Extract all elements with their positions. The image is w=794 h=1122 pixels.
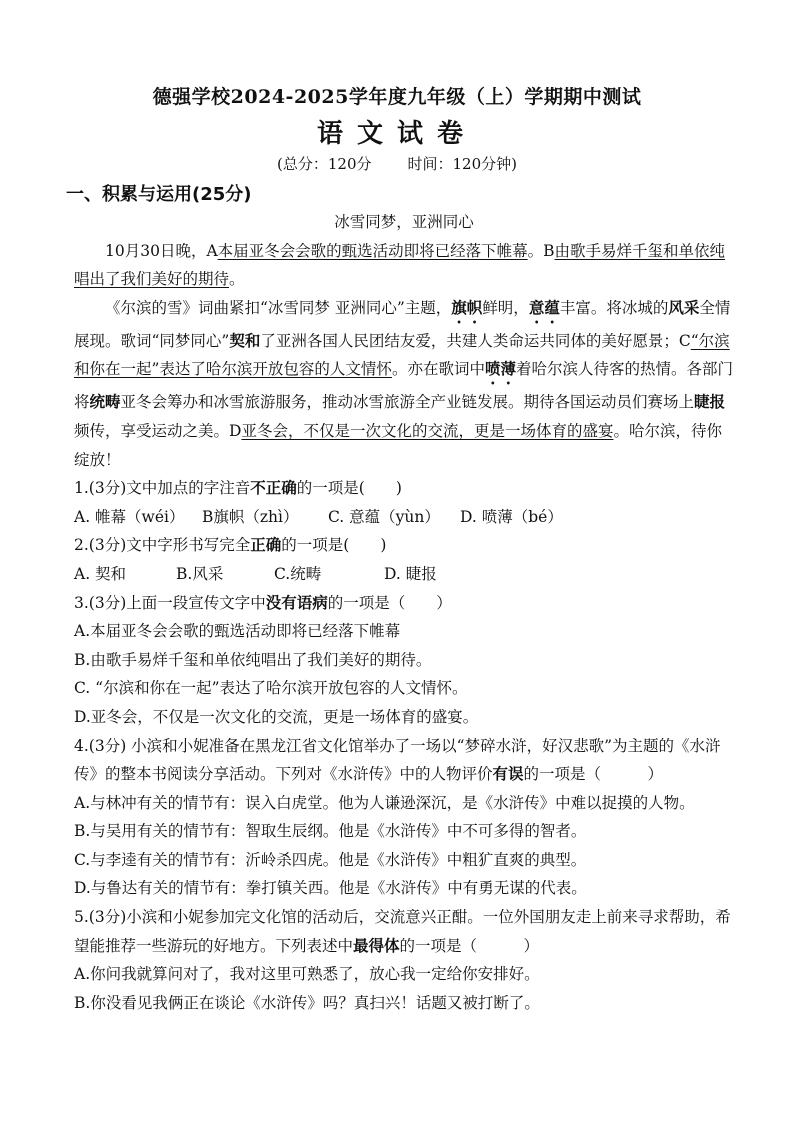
option-a: A. 契和 bbox=[74, 564, 127, 583]
word-qihe: 契和 bbox=[229, 330, 261, 350]
option-d: D. 睫报 bbox=[384, 564, 437, 583]
word-fengcai: 风采 bbox=[668, 297, 700, 317]
option-c: C.与李逵有关的情节有：沂岭杀四虎。他是《水浒传》中粗犷直爽的典型。 bbox=[74, 850, 587, 869]
question-text: 的一项是( ) bbox=[281, 536, 387, 555]
sentence-c: “尔滨和你在一起”表达了哈尔滨开放包容的人文情怀 bbox=[74, 331, 730, 379]
question-text: 的一项是（ ） bbox=[327, 593, 452, 612]
option-b: B旗帜（zhì） bbox=[202, 507, 299, 526]
option-a: A. 帷幕（wéi） bbox=[74, 507, 185, 526]
option-b: B.风采 bbox=[176, 564, 224, 583]
word-jiebao: 睫报 bbox=[694, 392, 726, 412]
question-3 bbox=[74, 589, 734, 618]
passage-paragraph-1 bbox=[74, 237, 734, 294]
total-time: 时间：120分钟) bbox=[407, 155, 517, 173]
text-run: 。哈尔滨，待你绽放！ bbox=[74, 421, 722, 469]
text-run: 亚冬会筹办和冰雪旅游服务，推动冰雪旅游全产业链发展。期待各国运动员们赛场上 bbox=[120, 393, 695, 412]
option-d: D.亚冬会，不仅是一次文化的交流，更是一场体育的盛宴。 bbox=[74, 707, 479, 726]
option-b: B.你没看见我俩正在谈论《水浒传》吗？真扫兴！话题又被打断了。 bbox=[74, 993, 540, 1012]
text-run: 着哈尔滨人待客的热情。各部门将 bbox=[74, 360, 733, 412]
question-keyword: 不正确 bbox=[250, 478, 297, 498]
option-d: D.与鲁达有关的情节有：拳打镇关西。他是《水浒传》中有勇无谋的代表。 bbox=[74, 879, 587, 898]
question-keyword: 没有语病 bbox=[265, 592, 328, 612]
option-c: C. 意蕴（yùn） bbox=[328, 507, 440, 526]
option-a: A.你问我就算问对了，我对这里可熟悉了，放心我一定给你安排好。 bbox=[74, 965, 540, 984]
score-time-line bbox=[0, 153, 794, 174]
word-yiyun: 意蕴 bbox=[528, 297, 560, 317]
option-c: C.统畴 bbox=[274, 564, 322, 583]
section-heading: 一、积累与运用(25分) bbox=[66, 184, 252, 205]
question-text: 的一项是( ) bbox=[296, 479, 402, 498]
question-keyword: 最得体 bbox=[353, 935, 400, 955]
text-run: 丰富。将冰城的 bbox=[559, 298, 669, 317]
text-run: 鲜明， bbox=[482, 298, 529, 317]
question-1-options bbox=[74, 503, 734, 532]
sentence-d: 亚冬会，不仅是一次文化的交流，更是一场体育的盛宴 bbox=[241, 421, 614, 440]
question-text: 4.(3分) 小滨和小妮准备在黑龙江省文化馆举办了一场以“梦碎水浒，好汉悲歌”为主题的《水浒传》的整本书阅读分享活动。下列对《水浒传》中的人物评价 bbox=[74, 736, 721, 784]
word-tongchou: 统畴 bbox=[89, 392, 121, 412]
paper-title: 语文试卷 bbox=[316, 119, 477, 149]
question-text: 1.(3分)文中加点的字注音 bbox=[74, 479, 251, 498]
question-text: 2.(3分)文中字形书写完全 bbox=[74, 536, 251, 555]
question-text: 3.(3分)上面一段宣传文字中 bbox=[74, 593, 266, 612]
option-d: D. 喷薄（bé） bbox=[460, 507, 563, 526]
text-run: 10月30日晚，A bbox=[105, 241, 218, 260]
question-2-options bbox=[74, 560, 734, 589]
exam-content bbox=[74, 208, 734, 1017]
option-a: A.本届亚冬会会歌的甄选活动即将已经落下帷幕 bbox=[74, 622, 401, 641]
word-qizhi: 旗帜 bbox=[451, 297, 483, 317]
option-b: B.与吴用有关的情节有：智取生辰纲。他是《水浒传》中不可多得的智者。 bbox=[74, 822, 587, 841]
question-4 bbox=[74, 732, 734, 789]
text-run: 全情展现。歌词“同梦同心” bbox=[74, 298, 731, 350]
word-penbao: 喷薄 bbox=[484, 359, 516, 379]
text-run: 频传，享受运动之美。D bbox=[74, 421, 242, 440]
text-run: 。 bbox=[229, 270, 245, 289]
option-b: B.由歌手易烊千玺和单依纯唱出了我们美好的期待。 bbox=[74, 650, 432, 669]
sentence-a: 本届亚冬会会歌的甄选活动即将已经落下帷幕 bbox=[217, 241, 528, 260]
option-a: A.与林冲有关的情节有：误入白虎堂。他为人谦逊深沉，是《水浒传》中难以捉摸的人物。 bbox=[74, 793, 695, 812]
text-run: 《尔滨的雪》词曲紧扣“冰雪同梦 亚洲同心”主题， bbox=[105, 298, 452, 317]
passage-title: 冰雪同梦，亚洲同心 bbox=[334, 213, 474, 231]
question-keyword: 正确 bbox=[250, 535, 282, 555]
question-2 bbox=[74, 531, 734, 560]
total-score: (总分：120分 bbox=[277, 155, 372, 173]
question-text: 5.(3分)小滨和小妮参加完文化馆的活动后，交流意兴正酣。一位外国朋友走上前来寻求帮助，希望能推荐一些游玩的好地方。下列表述中 bbox=[74, 908, 731, 955]
question-5 bbox=[74, 903, 734, 960]
text-run: 了亚洲各国人民团结友爱，共建人类命运共同体的美好愿景；C bbox=[260, 331, 691, 350]
passage-paragraph-2 bbox=[74, 294, 734, 474]
text-run: 。B bbox=[527, 241, 555, 260]
question-1 bbox=[74, 474, 734, 503]
text-run: 。亦在歌词中 bbox=[391, 360, 485, 379]
school-exam-title: 德强学校2024-2025学年度九年级（上）学期期中测试 bbox=[152, 86, 642, 108]
option-c: C. “尔滨和你在一起”表达了哈尔滨开放包容的人文情怀。 bbox=[74, 679, 468, 698]
question-text: 的一项是（ ） bbox=[523, 765, 664, 784]
question-keyword: 有误 bbox=[492, 764, 524, 784]
sentence-b: 由歌手易烊千玺和单依纯唱出了我们美好的期待 bbox=[74, 241, 726, 289]
question-text: 的一项是（ ） bbox=[399, 936, 540, 955]
